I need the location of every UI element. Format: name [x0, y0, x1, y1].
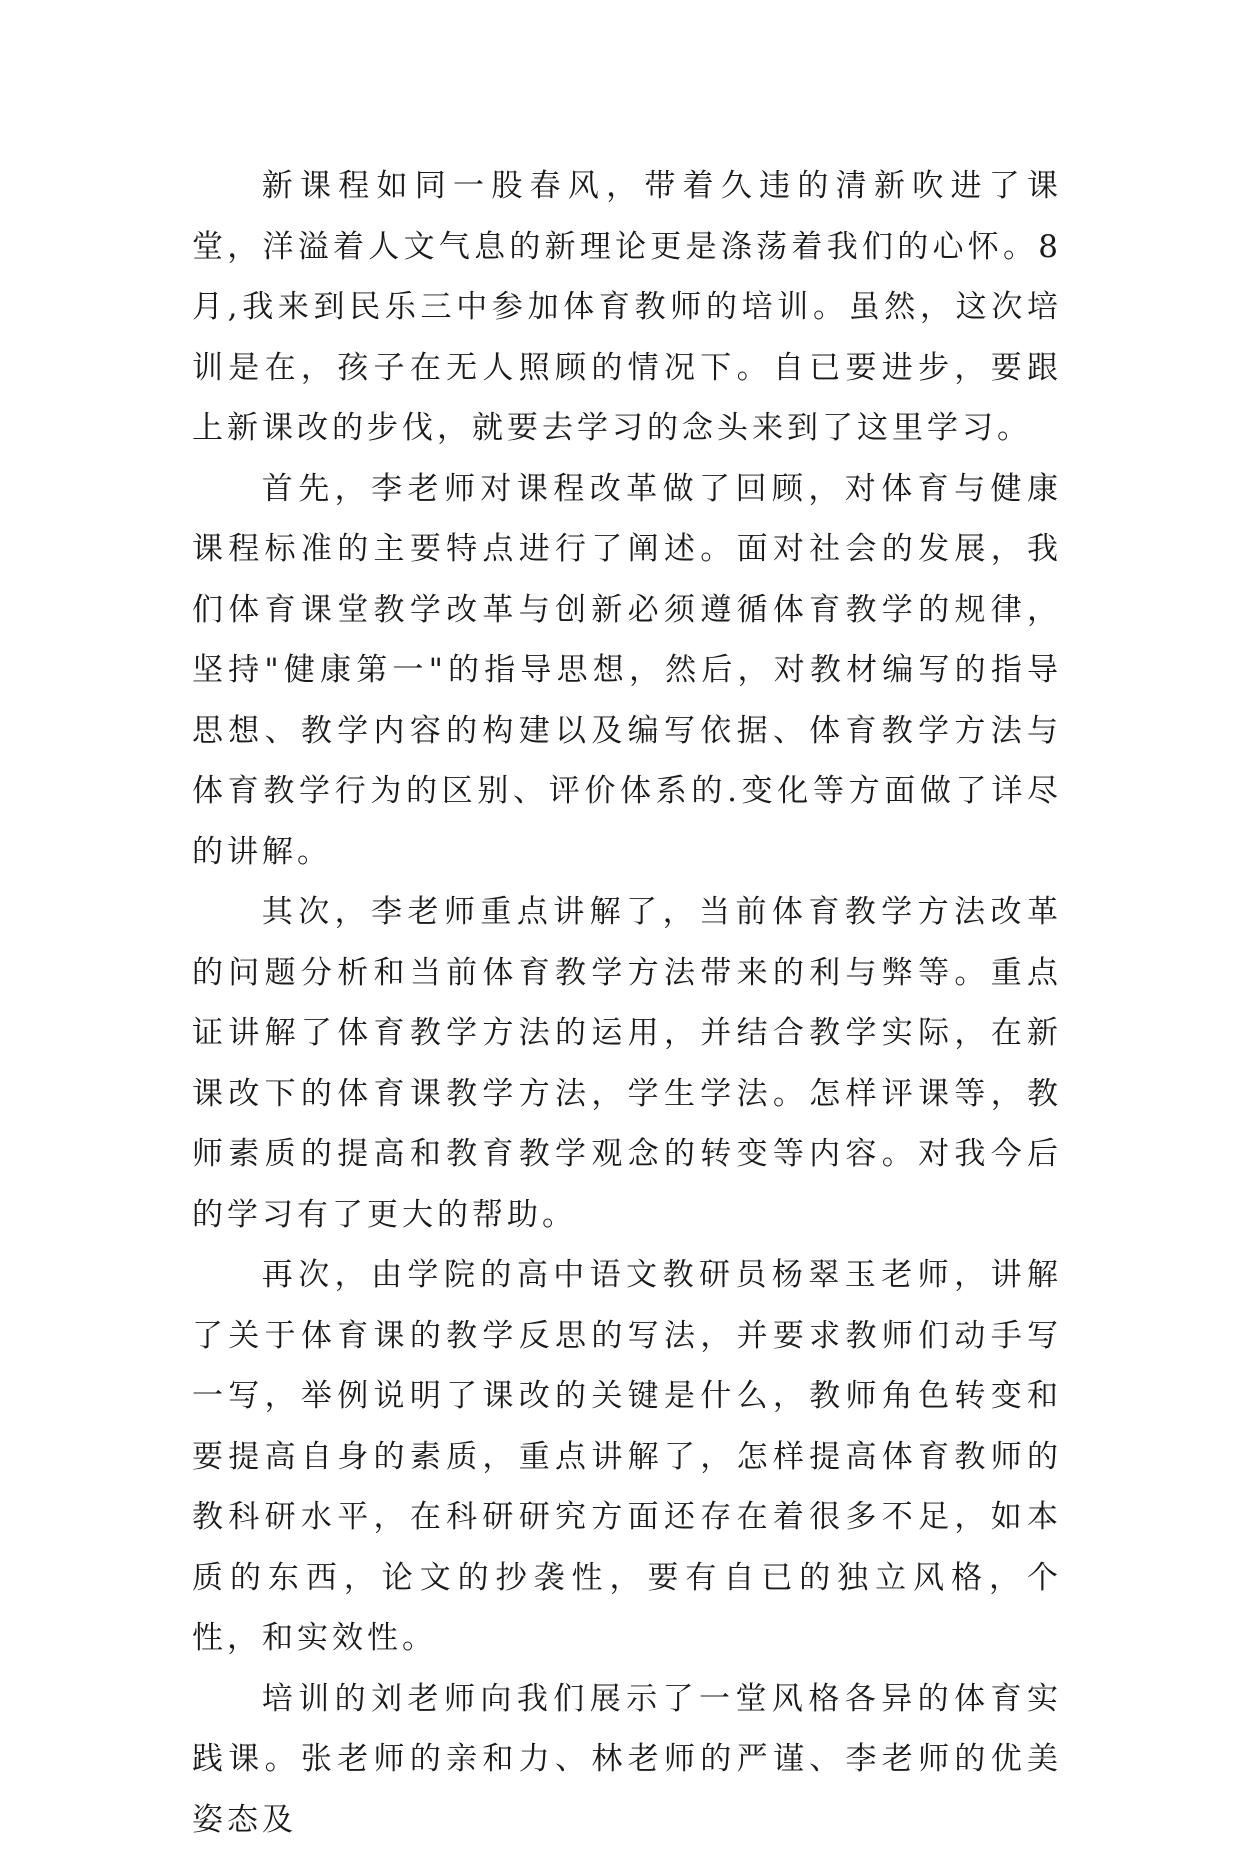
paragraph-intro: 新课程如同一股春风，带着久违的清新吹进了课堂，洋溢着人文气息的新理论更是涤荡着我们的心怀。8月,我来到民乐三中参加体育教师的培训。虽然，这次培训是在，孩子在无人照顾的情况下。自已要进步，要跟上新课改的步伐，就要去学习的念头来到了这里学习。	[192, 156, 1062, 459]
paragraph-second: 其次，李老师重点讲解了，当前体育教学方法改革的问题分析和当前体育教学方法带来的利与弊等。重点证讲解了体育教学方法的运用，并结合教学实际，在新课改下的体育课教学方法，学生学法。怎样评课等，教师素质的提高和教育教学观念的转变等内容。对我今后的学习有了更大的帮助。	[192, 882, 1062, 1245]
paragraph-first: 首先，李老师对课程改革做了回顾，对体育与健康课程标准的主要特点进行了阐述。面对社会的发展，我们体育课堂教学改革与创新必须遵循体育教学的规律，坚持"健康第一"的指导思想，然后，对教材编写的指导思想、教学内容的构建以及编写依据、体育教学方法与体育教学行为的区别、评价体系的.变化等方面做了详尽的讲解。	[192, 459, 1062, 883]
paragraph-third: 再次，由学院的高中语文教研员杨翠玉老师，讲解了关于体育课的教学反思的写法，并要求教师们动手写一写，举例说明了课改的关键是什么，教师角色转变和要提高自身的素质，重点讲解了，怎样提高体育教师的教科研水平，在科研研究方面还存在着很多不足，如本质的东西，论文的抄袭性，要有自已的独立风格，个性，和实效性。	[192, 1245, 1062, 1669]
document-body	[192, 156, 1062, 1850]
paragraph-fourth: 培训的刘老师向我们展示了一堂风格各异的体育实践课。张老师的亲和力、林老师的严谨、李老师的优美姿态及	[192, 1669, 1062, 1850]
